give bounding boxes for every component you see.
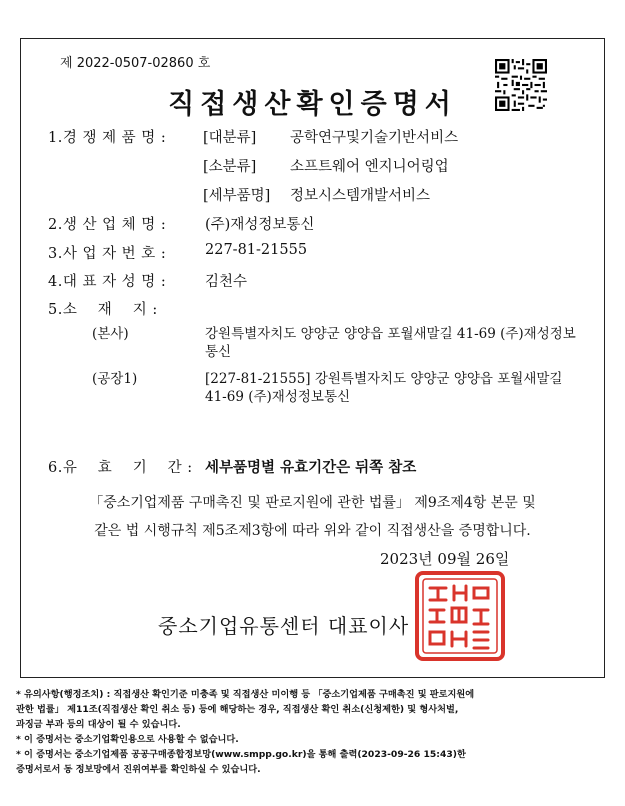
- notes-section: [16, 687, 614, 777]
- note-line: 과징금 부과 등의 대상이 될 수 있습니다.: [16, 719, 181, 730]
- bizno-label: 3.사 업 자 번 호 :: [48, 246, 167, 262]
- address-label: 5.소 재 지 :: [48, 302, 158, 318]
- minor-category-value: 소프트웨어 엔지니어링업: [290, 159, 449, 175]
- official-seal-icon: [414, 570, 506, 662]
- factory-label: (공장1): [92, 371, 138, 387]
- detail-category-value: 정보시스템개발서비스: [290, 188, 431, 204]
- factory-address-line1: [227-81-21555] 강원특별자치도 양양군 양양읍 포월새말길: [205, 371, 563, 387]
- major-category-value: 공학연구및기술기반서비스: [290, 130, 459, 146]
- hq-address-line1: 강원특별자치도 양양군 양양읍 포월새말길 41-69 (주)재성정보: [205, 326, 576, 342]
- ceo-value: 김천수: [205, 274, 248, 290]
- note-line: * 이 증명서는 중소기업제품 공공구매종합정보망(www.smpp.go.kr)을 통해 출력(2023-09-26 15:43)한: [16, 749, 466, 760]
- certificate-title: 직접생산확인증명서: [168, 89, 457, 120]
- minor-category-label: [소분류]: [203, 159, 257, 175]
- issue-date: 2023년 09월 26일: [380, 550, 510, 568]
- note-line: 증명서로서 동 정보망에서 진위여부를 확인하실 수 있습니다.: [16, 764, 261, 775]
- note-line: 관한 법률」 제11조(직접생산 확인 취소 등) 등에 해당하는 경우, 직접생산 확인 취소(신청제한) 및 형사처벌,: [16, 704, 459, 715]
- ceo-label: 4.대 표 자 성 명 :: [48, 274, 167, 290]
- product-label: 1.경 쟁 제 품 명 :: [48, 130, 167, 146]
- company-label: 2.생 산 업 체 명 :: [48, 217, 167, 233]
- company-value: (주)재성정보통신: [205, 217, 315, 233]
- validity-label: 6.유 효 기 간 :: [48, 460, 193, 476]
- hq-label: (본사): [92, 326, 129, 342]
- statement-line1: 「중소기업제품 구매촉진 및 판로지원에 관한 법률」 제9조제4항 본문 및: [89, 495, 536, 511]
- bizno-value: 227-81-21555: [205, 242, 308, 258]
- major-category-label: [대분류]: [203, 130, 257, 146]
- factory-address-line2: 41-69 (주)재성정보통신: [205, 389, 351, 405]
- note-line: * 이 증명서는 중소기업확인용으로 사용할 수 없습니다.: [16, 734, 239, 745]
- note-line: * 유의사항(행정조치) : 직접생산 확인기준 미충족 및 직접생산 미이행 등 「중소기업제품 구매촉진 및 판로지원에: [16, 689, 475, 700]
- detail-category-label: [세부품명]: [203, 188, 271, 204]
- document-number: 제 2022-0507-02860 호: [60, 56, 211, 71]
- validity-value: 세부품명별 유효기간은 뒤쪽 참조: [205, 459, 417, 476]
- statement-line2: 같은 법 시행규칙 제5조제3항에 따라 위와 같이 직접생산을 증명합니다.: [94, 523, 531, 539]
- hq-address-line2: 통신: [205, 344, 232, 360]
- issuer-name: 중소기업유통센터 대표이사: [158, 614, 410, 638]
